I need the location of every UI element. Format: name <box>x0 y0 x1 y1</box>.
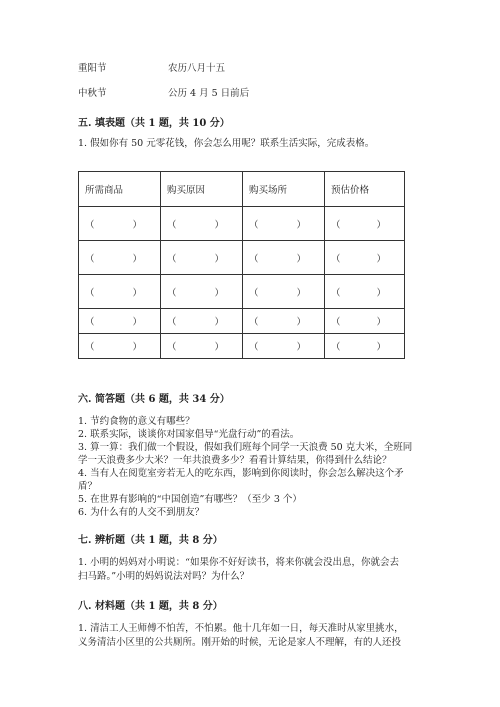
header-price: 预估价格 <box>325 172 405 207</box>
table-row <box>79 334 405 359</box>
festival-date-1: 农历八月十五 <box>168 63 226 74</box>
blank-cell[interactable]: （ ） <box>161 309 243 334</box>
section8-line: 1. 清洁工人王师傅不怕苦，不怕累。他十几年如一日，每天准时从家里挑水， <box>78 623 404 634</box>
section8-line: 义务清洁小区里的公共厕所。刚开始的时候，无论是家人不理解，有的人还投 <box>78 637 402 648</box>
festival-date-2: 公历 4 月 5 日前后 <box>168 88 250 99</box>
table-row <box>79 309 405 334</box>
header-reason: 购买原因 <box>161 172 243 207</box>
festival-name-2: 中秋节 <box>78 88 107 99</box>
section7-line: 1. 小明的妈妈对小明说：“如果你不好好读书，将来你就会没出息，你就会去 <box>78 557 399 568</box>
blank-cell[interactable]: （ ） <box>243 207 325 241</box>
section7-line: 扫马路。”小明的妈妈说法对吗？为什么？ <box>78 571 250 582</box>
section6-line: 5. 在世界有影响的“中国创造”有哪些？（至少 3 个） <box>78 494 302 505</box>
blank-cell[interactable]: （ ） <box>79 275 161 309</box>
blank-cell[interactable]: （ ） <box>243 334 325 359</box>
blank-cell[interactable]: （ ） <box>325 207 405 241</box>
blank-cell[interactable]: （ ） <box>79 309 161 334</box>
section6-line: 盾？ <box>78 481 98 492</box>
blank-cell[interactable]: （ ） <box>325 309 405 334</box>
blank-cell[interactable]: （ ） <box>243 309 325 334</box>
section6-title: 六. 简答题（共 6 题，共 34 分） <box>78 394 230 405</box>
blank-cell[interactable]: （ ） <box>243 275 325 309</box>
section7-title: 七. 辨析题（共 1 题，共 8 分） <box>78 535 223 546</box>
blank-cell[interactable]: （ ） <box>325 275 405 309</box>
blank-cell[interactable]: （ ） <box>325 241 405 275</box>
blank-cell[interactable]: （ ） <box>161 275 243 309</box>
table-row <box>79 207 405 241</box>
section6-line: 3. 算一算：我们做一个假设，假如我们班每个同学一天浪费 50 克大米，全班同 <box>78 442 413 453</box>
blank-cell[interactable]: （ ） <box>79 334 161 359</box>
section6-line: 6. 为什么有的人交不到朋友？ <box>78 507 205 518</box>
blank-cell[interactable]: （ ） <box>79 207 161 241</box>
blank-cell[interactable]: （ ） <box>161 207 243 241</box>
section5-question: 1. 假如你有 50 元零花钱，你会怎么用呢？联系生活实际，完成表格。 <box>78 138 375 149</box>
blank-cell[interactable]: （ ） <box>79 241 161 275</box>
header-item: 所需商品 <box>79 172 161 207</box>
blank-cell[interactable]: （ ） <box>161 334 243 359</box>
section5-title: 五. 填表题（共 1 题，共 10 分） <box>78 118 230 129</box>
table-row <box>79 241 405 275</box>
section6-line: 学一天浪费多少大米？一年共浪费多少？看看计算结果，你得到什么结论？ <box>78 455 392 466</box>
section6-line: 4. 当有人在阅览室旁若无人的吃东西，影响到你阅读时，你会怎么解决这个矛 <box>78 468 404 479</box>
section8-title: 八. 材料题（共 1 题，共 8 分） <box>78 601 223 612</box>
section6-line: 2. 联系实际，谈谈你对国家倡导“光盘行动”的看法。 <box>78 429 300 440</box>
table-row <box>79 275 405 309</box>
blank-cell[interactable]: （ ） <box>161 241 243 275</box>
purchase-table <box>78 171 405 359</box>
section6-line: 1. 节约食物的意义有哪些？ <box>78 416 195 427</box>
blank-cell[interactable]: （ ） <box>325 334 405 359</box>
header-place: 购买场所 <box>243 172 325 207</box>
table-header-row <box>79 172 405 207</box>
festival-name-1: 重阳节 <box>78 63 107 74</box>
blank-cell[interactable]: （ ） <box>243 241 325 275</box>
